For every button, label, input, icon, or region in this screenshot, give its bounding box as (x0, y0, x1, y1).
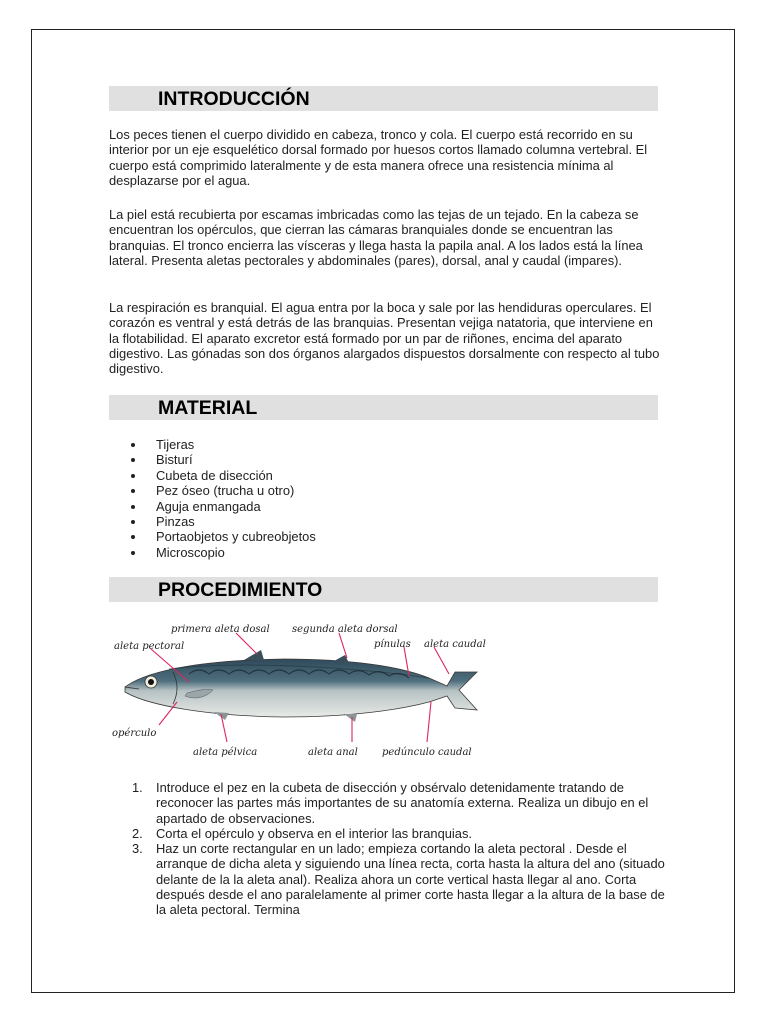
intro-paragraph-3: La respiración es branquial. El agua entra por la boca y sale por las hendiduras operculares. El corazón es ventral y está detrás de las branquias. Presentan vejiga natatoria, que interviene en la flotabilidad. El aparato excretor está formado por un par de riñones, encima del aparato digestivo. Las gónadas son dos órganos alargados dispuestos dorsalmente con respecto al tubo digestivo. (109, 300, 660, 377)
intro-heading: INTRODUCCIÓN (109, 86, 658, 111)
label-caudal-peduncle: pedúnculo caudal (382, 747, 472, 758)
step-number: 3. (132, 841, 143, 857)
step-text: Haz un corte rectangular en un lado; empieza cortando la aleta pectoral . Desde el arranque de dicha aleta y siguiendo una línea recta, corta hasta la altura del ano (situado delante de la la aleta anal). Realiza ahora un corte vertical hasta llegar al ano. Corta después desde el ano paralelamente al primer corte hasta llegar a la altura de la base de la aleta pectoral. Termina (156, 841, 665, 918)
step-number: 1. (132, 780, 143, 795)
label-pectoral-fin: aleta pectoral (114, 641, 185, 652)
material-heading: MATERIAL (109, 395, 658, 420)
list-item: Pez óseo (trucha u otro) (109, 483, 316, 498)
list-item: Bisturí (109, 452, 316, 467)
label-first-dorsal-fin: primera aleta dosal (171, 624, 270, 635)
label-pinnules: pínulas (374, 639, 411, 650)
list-item: Pinzas (109, 514, 316, 529)
list-item: Microscopio (109, 545, 316, 560)
list-item (109, 780, 669, 826)
material-list (109, 437, 316, 560)
fish-anatomy-diagram (109, 614, 509, 766)
step-text: Corta el opérculo y observa en el interior las branquias. (156, 825, 472, 841)
procedure-steps (109, 780, 669, 918)
fish-illustration (125, 650, 477, 722)
list-item: Cubeta de disección (109, 468, 316, 483)
label-second-dorsal-fin: segunda aleta dorsal (292, 624, 398, 635)
list-item: Aguja enmangada (109, 499, 316, 514)
list-item: Portaobjetos y cubreobjetos (109, 529, 316, 544)
step-text: Introduce el pez en la cubeta de disección y obsérvalo detenidamente tratando de reconocer las partes más importantes de su anatomía externa. Realiza un dibujo en el apartado de observaciones. (156, 780, 649, 826)
intro-paragraph-1: Los peces tienen el cuerpo dividido en cabeza, tronco y cola. El cuerpo está recorrido en su interior por un eje esquelético dorsal formado por huesos cortos llamado columna vertebral. El cuerpo está comprimido lateralmente y de esta manera ofrece una resistencia mínima al desplazarse por el agua. (109, 127, 648, 188)
list-item: Tijeras (109, 437, 316, 452)
label-caudal-fin: aleta caudal (424, 639, 486, 650)
label-anal-fin: aleta anal (308, 747, 358, 758)
procedure-heading: PROCEDIMIENTO (109, 577, 658, 602)
step-number: 2. (132, 825, 143, 841)
list-item (109, 841, 669, 917)
label-pelvic-fin: aleta pélvica (193, 747, 258, 758)
intro-paragraph-2: La piel está recubierta por escamas imbricadas como las tejas de un tejado. En la cabeza se encuentran los opérculos, que cierran las cámaras branquiales donde se encuentran las branquias. El tronco encierra las vísceras y llega hasta la papila anal. A los lados está la línea lateral. Presenta aletas pectorales y abdominales (pares), dorsal, anal y caudal (impares). (109, 207, 643, 268)
label-operculum: opérculo (112, 728, 157, 739)
list-item (109, 826, 669, 841)
